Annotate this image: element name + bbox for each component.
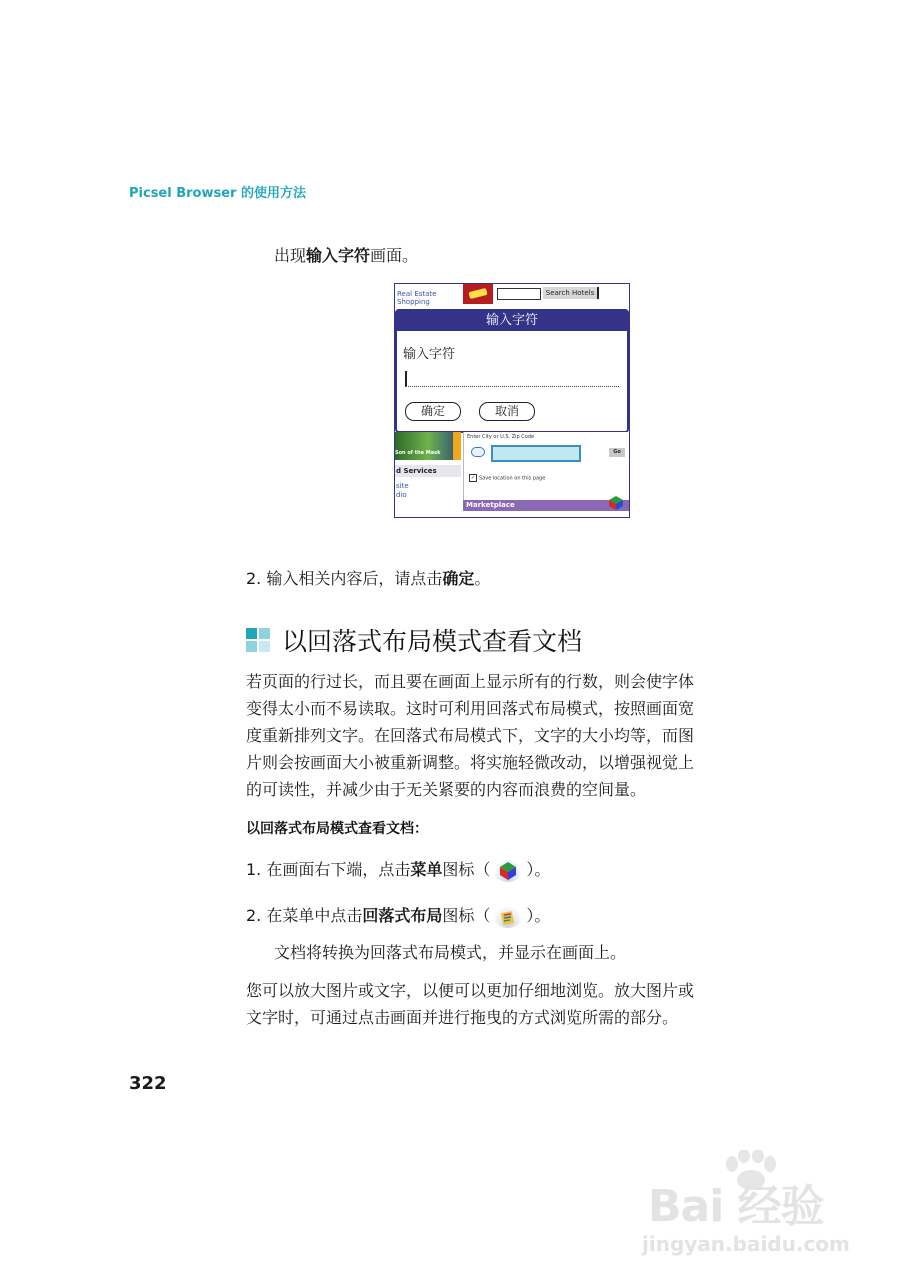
weather-cloud-icon (471, 447, 485, 457)
input-dialog (395, 309, 629, 433)
baidu-watermark (642, 1150, 857, 1265)
device-screenshot (394, 283, 630, 518)
reflow-layout-icon (494, 906, 522, 928)
save-location-option[interactable] (469, 474, 545, 482)
dialog-title: 输入字符 (397, 311, 627, 331)
procedure-step-2 (246, 903, 550, 928)
side-links (396, 482, 409, 500)
intro-line (274, 243, 418, 266)
step-suffix: 。 (474, 569, 491, 588)
step-text: 在菜单中点击 (266, 906, 363, 925)
body-line: 度重新排列文字。在回落式布局模式下，文字的大小均等，而图 (246, 726, 695, 745)
step-number: 1. (246, 860, 262, 879)
hotel-search-input[interactable] (497, 288, 541, 300)
watermark-url: jingyan.baidu.com (642, 1232, 850, 1256)
cancel-button[interactable]: 取消 (479, 402, 535, 421)
body-paragraph (246, 668, 776, 803)
step-number: 2. (246, 906, 262, 925)
thumbnail-caption: Son of the Mask (395, 450, 441, 456)
body-line: 变得太小而不易读取。这时可利用回落式布局模式，按照画面宽 (246, 699, 695, 718)
intro-bold-term: 输入字符 (306, 246, 371, 265)
weather-panel (463, 432, 630, 500)
hotel-ad-icon (463, 284, 493, 304)
section-heading (246, 622, 582, 658)
link-real-estate[interactable]: Real Estate (397, 290, 437, 298)
section-title: 以回落式布局模式查看文档 (282, 627, 583, 656)
closing-line: 您可以放大图片或文字，以便可以更加仔细地浏览。放大图片或 (246, 981, 695, 1000)
running-header: Picsel Browser 的使用方法 (129, 186, 306, 201)
section-squares-icon (246, 628, 270, 652)
dialog-label: 输入字符 (403, 347, 456, 362)
step-confirm (246, 566, 490, 589)
checkbox-checked-icon[interactable]: ✓ (470, 475, 476, 481)
result-line: 文档将转换为回落式布局模式，并显示在画面上。 (274, 943, 627, 962)
watermark-main-text: Bai 经验 (648, 1181, 824, 1232)
page-number: 322 (129, 1073, 167, 1094)
marketplace-bar: Marketplace (463, 500, 629, 511)
zip-label: Enter City or U.S. Zip Code (467, 434, 535, 440)
side-link-1[interactable]: site (396, 482, 409, 490)
ok-button[interactable]: 确定 (405, 402, 461, 421)
closing-paragraph (246, 977, 776, 1031)
menu-cube-icon (494, 860, 522, 882)
intro-prefix: 出现 (274, 246, 307, 265)
top-links (397, 290, 436, 306)
side-link-2[interactable]: dio (396, 491, 407, 499)
zip-code-input[interactable] (491, 445, 581, 462)
body-line: 若页面的行过长，而且要在画面上显示所有的行数，则会使字体 (246, 672, 695, 691)
link-shopping[interactable]: Shopping (397, 298, 430, 306)
menu-cube-icon[interactable] (607, 495, 625, 511)
save-location-label: Save location on this page (479, 475, 546, 482)
step-bold-term: 回落式布局 (362, 906, 443, 925)
procedure-step-1 (246, 857, 550, 882)
step-bold-term: 确定 (442, 569, 475, 588)
closing-line: 文字时，可通过点击画面并进行拖曳的方式浏览所需的部分。 (246, 1008, 679, 1027)
step-mid: 图标（ (442, 860, 491, 879)
step-text: 在画面右下端，点击 (266, 860, 411, 879)
procedure-heading: 以回落式布局模式查看文档： (246, 821, 428, 837)
step-suffix: ）。 (526, 860, 551, 879)
step-number: 2. (246, 569, 262, 588)
step-suffix: ）。 (526, 906, 551, 925)
go-button[interactable]: Go (609, 448, 625, 457)
services-heading: d Services (396, 467, 437, 475)
text-entry-field[interactable] (405, 371, 619, 387)
body-line: 的可读性，并减少由于无关紧要的内容而浪费的空间量。 (246, 780, 647, 799)
intro-suffix: 画面。 (370, 246, 419, 265)
step-bold-term: 菜单 (410, 860, 443, 879)
step-mid: 图标（ (442, 906, 491, 925)
step-text: 输入相关内容后，请点击 (266, 569, 443, 588)
search-hotels-button[interactable]: Search Hotels (543, 287, 599, 299)
body-line: 片则会按画面大小被重新调整。将实施轻微改动，以增强视觉上 (246, 753, 695, 772)
